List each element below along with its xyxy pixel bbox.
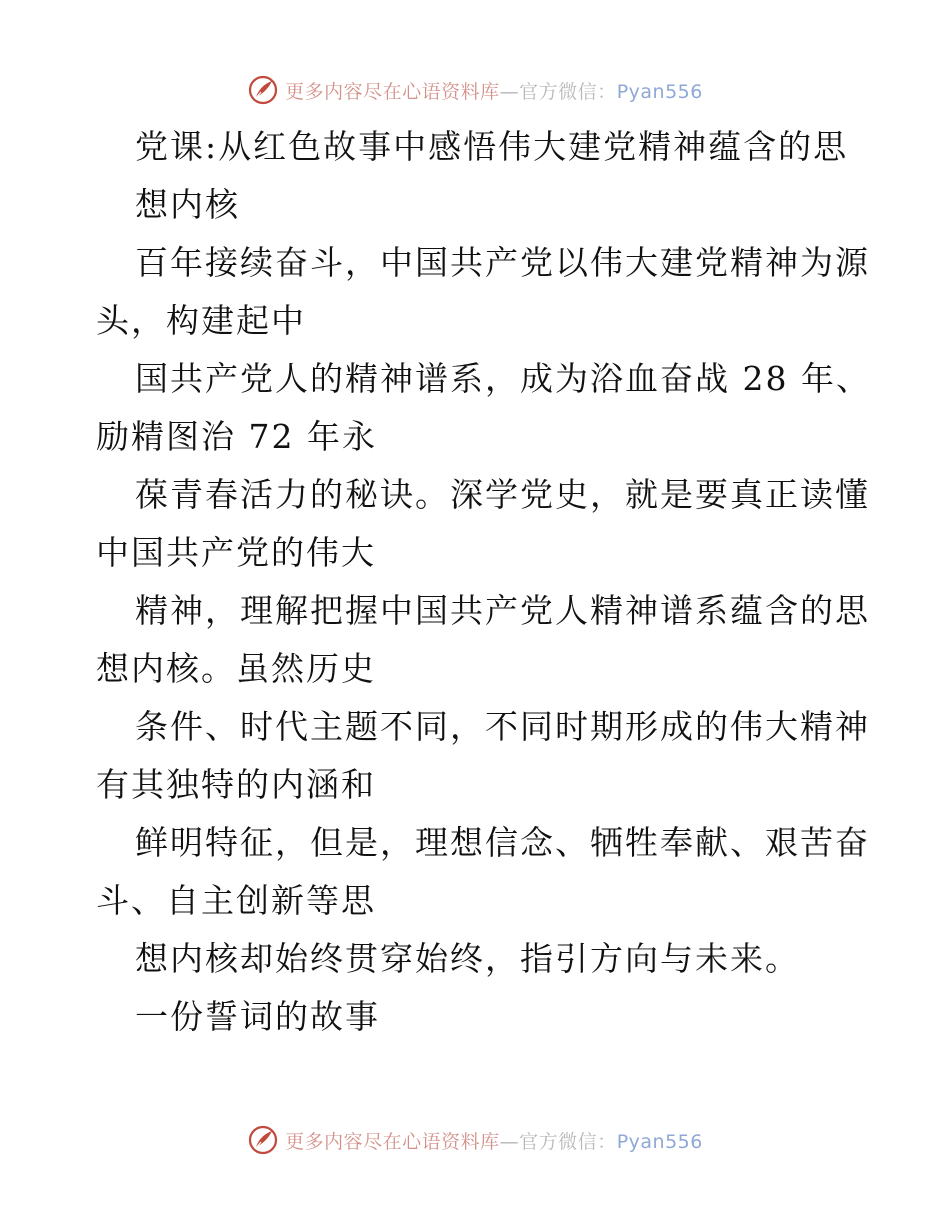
paragraph-line: 鲜明特征，但是，理想信念、牺牲奉献、艰苦奋 — [135, 823, 870, 862]
quill-logo-icon — [247, 1124, 279, 1156]
footer-watermark — [0, 1122, 950, 1158]
paragraph-line: 百年接续奋斗，中国共产党以伟大建党精神为源 — [135, 243, 870, 282]
watermark-brand: 更多内容尽在心语资料库 — [285, 1130, 500, 1153]
paragraph-line: 斗、自主创新等思 — [96, 881, 376, 920]
paragraph-line: 中国共产党的伟大 — [96, 533, 376, 572]
watermark-text — [285, 77, 703, 104]
document-body — [96, 118, 871, 1046]
watermark-separator: — — [499, 1130, 520, 1153]
paragraph-line: 葆青春活力的秘诀。深学党史，就是要真正读懂 — [135, 475, 870, 514]
header-watermark — [0, 72, 950, 108]
watermark-separator: — — [499, 80, 520, 103]
document-title-line-1: 党课:从红色故事中感悟伟大建党精神蕴含的思 — [135, 127, 849, 166]
paragraph-line: 精神，理解把握中国共产党人精神谱系蕴含的思 — [135, 591, 870, 630]
paragraph-line: 国共产党人的精神谱系，成为浴血奋战 28 年、 — [135, 359, 871, 398]
paragraph-line: 励精图治 72 年永 — [96, 417, 377, 456]
document-title-line-2: 想内核 — [135, 185, 240, 224]
quill-logo-icon — [247, 74, 279, 106]
watermark-wechat-label: 官方微信： — [519, 1130, 617, 1153]
watermark-text — [285, 1127, 703, 1154]
paragraph-line: 有其独特的内涵和 — [96, 765, 376, 804]
watermark-wechat-id: Pyan556 — [616, 1130, 703, 1153]
section-heading: 一份誓词的故事 — [135, 997, 380, 1036]
paragraph-line: 想内核。虽然历史 — [96, 649, 376, 688]
watermark-wechat-label: 官方微信： — [519, 80, 617, 103]
watermark-wechat-id: Pyan556 — [616, 80, 703, 103]
paragraph-line: 头，构建起中 — [96, 301, 306, 340]
watermark-brand: 更多内容尽在心语资料库 — [285, 80, 500, 103]
paragraph-line: 条件、时代主题不同，不同时期形成的伟大精神 — [135, 707, 870, 746]
paragraph-line: 想内核却始终贯穿始终，指引方向与未来。 — [135, 939, 800, 978]
